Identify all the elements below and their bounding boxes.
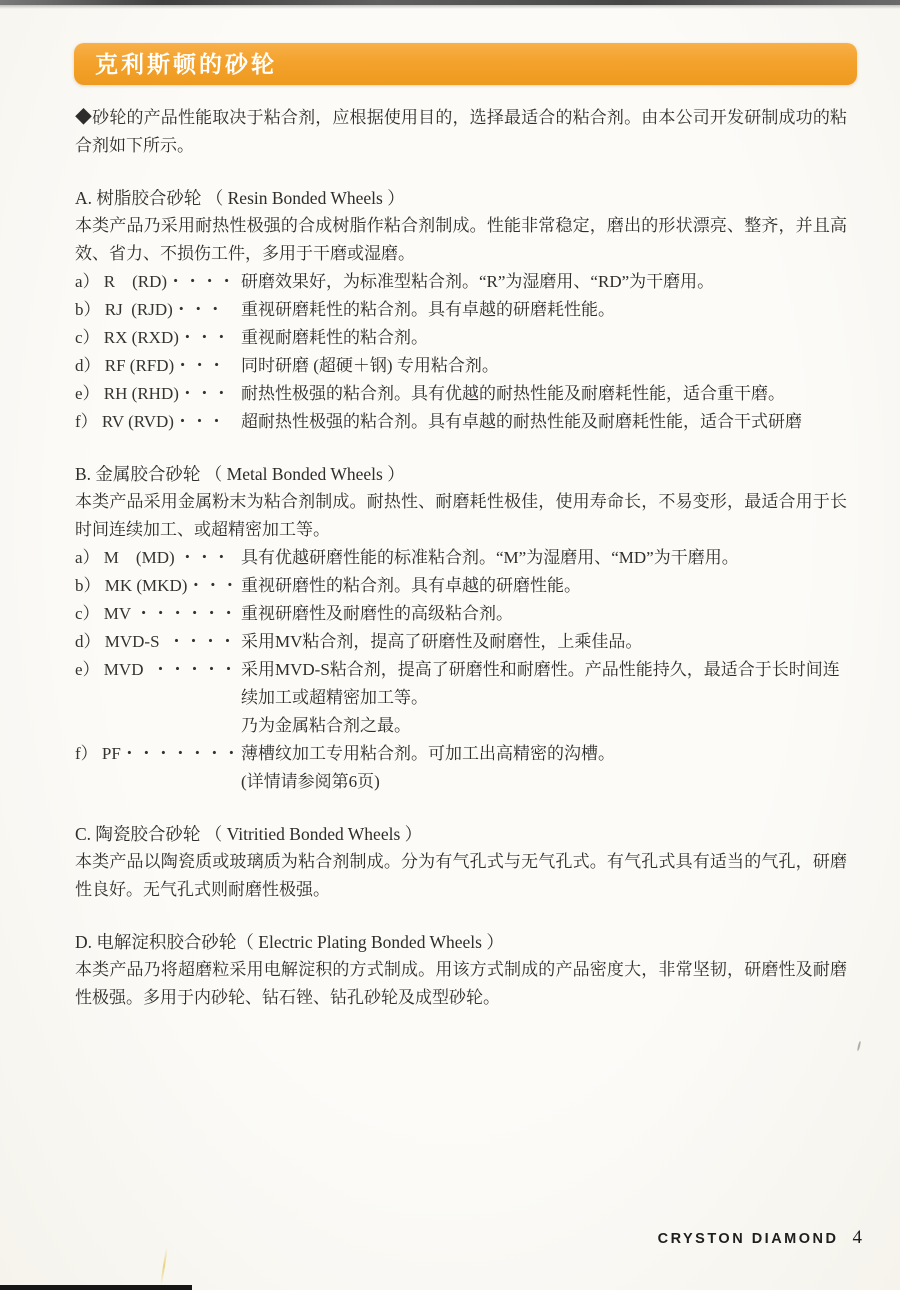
section-paragraph: 本类产品采用金属粉末为粘合剂制成。耐热性、耐磨耗性极佳，使用寿命长，不易变形，最适合用于长时间连续加工、或超精密加工等。 [75,492,847,539]
page-content [75,104,847,1012]
bond-item-label: d） RF (RFD)・・・ [75,356,226,375]
bond-item [75,352,847,380]
bond-item-desc-line: 超耐热性极强的粘合剂。具有卓越的耐热性能及耐磨耗性能，适合干式研磨 [241,412,802,431]
section-paragraph: 本类产品乃采用耐热性极强的合成树脂作粘合剂制成。性能非常稳定，磨出的形状漂亮、整齐，并且高效、省力、不损伤工件，多用于干磨或湿磨。 [75,216,847,263]
bond-item-label: c） MV ・・・・・・ [75,604,238,623]
bond-item-desc [241,628,847,656]
footer-brand: CRYSTON DIAMOND [657,1231,839,1247]
bond-item-label: e） MVD ・・・・・ [75,660,237,679]
bond-item-desc [241,352,847,380]
bond-item-desc [241,544,847,572]
bond-item-desc-line: 研磨效果好，为标准型粘合剂。“R”为湿磨用、“RD”为干磨用。 [241,272,715,291]
bond-item-desc-line: 乃为金属粘合剂之最。 [241,716,411,735]
section-b-metal-bonded [75,460,847,796]
section-heading: C. 陶瓷胶合砂轮 （ Vitritied Bonded Wheels ） [75,824,423,844]
bond-item-label: e） RH (RHD)・・・ [75,384,230,403]
bond-item-desc [241,324,847,352]
bond-item-desc-line: 采用MV粘合剂，提高了研磨性及耐磨性，上乘佳品。 [241,632,643,651]
bond-item-desc-line: 同时研磨 (超硬＋钢) 专用粘合剂。 [241,356,499,375]
bond-item [75,572,847,600]
bond-item-label: d） MVD-S ・・・・ [75,632,237,651]
intro-paragraph: ◆砂轮的产品性能取决于粘合剂，应根据使用目的，选择最适合的粘合剂。由本公司开发研制成功的粘合剂如下所示。 [75,108,847,155]
bond-item-desc-line: 重视耐磨耗性的粘合剂。 [241,328,428,347]
bond-item [75,656,847,740]
bond-item-desc-line: 重视研磨性及耐磨性的高级粘合剂。 [241,604,513,623]
bond-item-desc-line: 薄槽纹加工专用粘合剂。可加工出高精密的沟槽。 [241,744,615,763]
scan-scratch-artifact [160,1247,168,1285]
bond-item-desc [241,268,847,296]
bond-item-label: c） RX (RXD)・・・ [75,328,230,347]
page-title: 克利斯顿的砂轮 [95,51,277,77]
bond-item-label: b） MK (MKD)・・・ [75,576,239,595]
bond-item-desc [241,296,847,324]
scan-speck-artifact [857,1041,861,1051]
section-heading: B. 金属胶合砂轮 （ Metal Bonded Wheels ） [75,464,405,484]
bond-item-desc-line: 重视研磨耗性的粘合剂。具有卓越的研磨耗性能。 [241,300,615,319]
page-footer [658,1227,862,1249]
bond-item-label: f） RV (RVD)・・・ [75,412,225,431]
bond-item [75,324,847,352]
bond-item-desc-line: 重视研磨性的粘合剂。具有卓越的研磨性能。 [241,576,581,595]
bond-item [75,544,847,572]
bond-item-desc [241,572,847,600]
bond-item-label: a） M (MD) ・・・ [75,548,230,567]
bond-item-desc [241,740,847,796]
bond-item [75,380,847,408]
bond-item-desc [241,656,847,740]
section-c-vitrified-bonded [75,820,847,904]
bond-item-label: a） R (RD)・・・・ [75,272,236,291]
bond-item-desc [241,408,847,436]
bond-item-desc-line: (详情请参阅第6页) [241,772,380,791]
bond-item [75,296,847,324]
section-paragraph: 本类产品乃将超磨粒采用电解淀积的方式制成。用该方式制成的产品密度大，非常坚韧，研磨性及耐磨性极强。多用于内砂轮、钻石锉、钻孔砂轮及成型砂轮。 [75,960,847,1007]
page-title-bar [74,43,857,85]
bond-item-desc-line: 耐热性极强的粘合剂。具有优越的耐热性能及耐磨耗性能，适合重干磨。 [241,384,785,403]
footer-page-number: 4 [852,1227,862,1248]
bond-item-label: f） PF・・・・・・・ [75,744,240,763]
section-a-resin-bonded [75,184,847,436]
bond-item-desc [241,380,847,408]
scan-top-edge-shadow [0,5,900,9]
bond-item [75,408,847,436]
bond-item [75,600,847,628]
scan-bottom-edge [0,1285,192,1290]
bond-item [75,628,847,656]
section-d-electroplated-bonded [75,928,847,1012]
bond-item-desc-line: 具有优越研磨性能的标准粘合剂。“M”为湿磨用、“MD”为干磨用。 [241,548,739,567]
bond-item-desc [241,600,847,628]
bond-item-label: b） RJ (RJD)・・・ [75,300,224,319]
bond-item-desc-line: 采用MVD-S粘合剂，提高了研磨性和耐磨性。产品性能持久，最适合于长时间连续加工或超精密加工等。 [241,660,840,707]
section-heading: A. 树脂胶合砂轮 （ Resin Bonded Wheels ） [75,188,405,208]
section-heading: D. 电解淀积胶合砂轮（ Electric Plating Bonded Wheels ） [75,932,504,952]
bond-item [75,740,847,796]
section-paragraph: 本类产品以陶瓷质或玻璃质为粘合剂制成。分为有气孔式与无气孔式。有气孔式具有适当的气孔，研磨性良好。无气孔式则耐磨性极强。 [75,852,847,899]
bond-item [75,268,847,296]
